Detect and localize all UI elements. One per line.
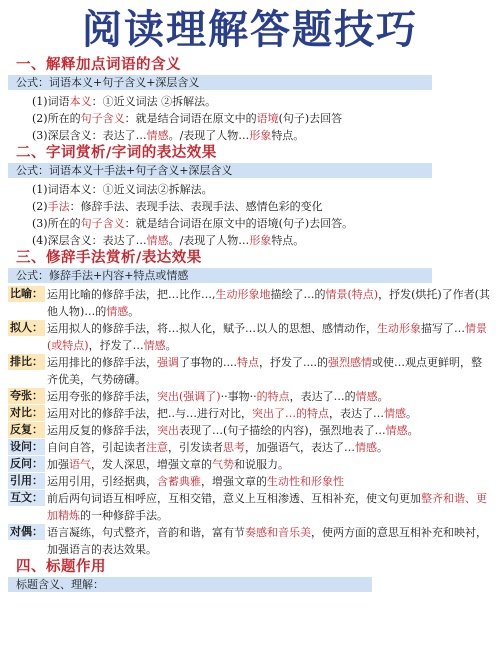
list-item	[8, 232, 492, 249]
body-text: ，表达了…的	[289, 390, 356, 403]
highlight-text: 情感	[146, 234, 169, 247]
rhetoric-row	[8, 388, 492, 405]
rhetoric-text	[47, 354, 492, 388]
highlight-text: 形象	[249, 234, 272, 247]
item-text: 特点。	[271, 234, 305, 247]
body-text: 运用引用，引经据典，	[47, 475, 157, 488]
rhetoric-text	[47, 320, 492, 354]
body-text: 。	[377, 390, 389, 403]
body-text: 运用比喻的修辞手法，把…比作…,	[47, 288, 216, 301]
body-text: ，发人深思，增强文章的	[91, 458, 212, 471]
rhetoric-tag: 对比：	[10, 406, 43, 419]
list-item	[8, 181, 492, 198]
rhetoric-row	[8, 286, 492, 320]
highlight-text: 强调	[157, 356, 179, 369]
highlight-text: 语气	[69, 458, 91, 471]
body-text: ，使两方面的意思互相补充和映衬，加强语言的表达效果。	[47, 526, 487, 556]
highlight-text: 强烈感情	[328, 356, 372, 369]
rhetoric-row	[8, 405, 492, 422]
section-3	[8, 249, 492, 558]
highlight-text: 注意	[146, 441, 168, 454]
highlight-text: 情感	[355, 441, 377, 454]
item-text: ：①近义词法 ②拆解法。	[91, 95, 217, 108]
body-text: 。	[377, 441, 388, 454]
rhetoric-row	[8, 422, 492, 439]
rhetoric-tag: 夸张：	[10, 389, 43, 402]
section-formula-2: 公式：词语本义十手法+句子含义+深层含义	[8, 163, 432, 178]
highlight-text: 生动性和形象性	[267, 475, 344, 488]
highlight-text: 情感	[385, 424, 408, 437]
highlight-text: 生动形象地	[215, 288, 271, 301]
item-text: 。/表现了人物…	[168, 129, 250, 142]
rhetoric-tag: 排比：	[10, 355, 43, 368]
highlight-text: 情景(或特点)	[47, 322, 487, 352]
highlight-text: 突出	[157, 424, 179, 437]
section-2	[8, 144, 492, 249]
list-item	[8, 127, 492, 144]
page-title: 阅读理解答题技巧	[82, 7, 418, 53]
rhetoric-text	[47, 422, 492, 439]
rhetoric-row	[8, 439, 492, 456]
rhetoric-text	[47, 388, 492, 405]
rhetoric-row	[8, 354, 492, 388]
highlight-text: 手法	[47, 200, 70, 213]
rhetoric-text	[47, 405, 492, 422]
rhetoric-tag: 互文：	[10, 491, 43, 504]
rhetoric-tag: 拟人：	[10, 321, 43, 334]
highlight-text: 思考	[223, 441, 245, 454]
highlight-text: 情感	[355, 390, 378, 403]
body-text: 或使…观点更鲜明，整齐优美，气势磅礴。	[47, 356, 482, 386]
item-text: ：修辞手法、表现手法、表现手法、感情色彩的变化	[69, 200, 323, 213]
highlight-text: 情景(特点)	[325, 288, 379, 301]
section-formula-3: 公式：修辞手法+内容+特点或情感	[8, 268, 432, 283]
item-text: (1)词语本义：①近义词法②拆解法。	[32, 183, 213, 196]
body-text: 。	[407, 424, 419, 437]
rhetoric-text	[47, 286, 492, 320]
body-text: 前后两句词语互相呼应，互相交错，意义上互相渗透、互相补充，使文句更加	[47, 492, 421, 505]
highlight-text: 含蓄典雅	[157, 475, 201, 488]
section-heading-2: 二、字词赏析/字词的表达效果	[16, 145, 217, 161]
rhetoric-list	[8, 286, 492, 558]
rhetoric-tag: 对偶：	[10, 525, 43, 538]
highlight-text: 整齐和谐、更加精炼	[47, 492, 487, 522]
body-text: 。	[406, 407, 417, 420]
highlight-text: 形象	[249, 129, 272, 142]
body-text: 运用对比的修辞手法，把..与…进行对比，	[47, 407, 252, 420]
rhetoric-tag: 比喻：	[10, 287, 43, 300]
item-text: 特点。	[271, 129, 305, 142]
body-text: ··事物··	[220, 390, 257, 403]
body-text: 。	[165, 339, 177, 352]
body-text: ，抒发了…	[88, 339, 144, 352]
highlight-text: 特点	[237, 356, 259, 369]
list-item	[8, 215, 492, 232]
rhetoric-text	[47, 490, 492, 524]
body-text: 。	[128, 305, 140, 318]
highlight-text: 突出了…的特点	[252, 407, 329, 420]
body-text: ，加强语气，表达了…	[245, 441, 355, 454]
item-text: (4)深层含义：表达了…	[32, 234, 147, 247]
rhetoric-text	[47, 439, 492, 456]
section-formula-1: 公式：词语本义+句子含义+深层含义	[8, 75, 432, 90]
highlight-text: 句子含义	[80, 112, 125, 125]
section-formula-4: 标题含义、理解：	[8, 577, 372, 592]
list-item	[8, 93, 492, 110]
section-1	[8, 56, 492, 144]
body-text: 描绘了…的	[270, 288, 326, 301]
highlight-text: 情感	[384, 407, 406, 420]
section-heading-4: 四、标题作用	[16, 559, 106, 575]
rhetoric-tag: 引用：	[10, 474, 43, 487]
body-text: 自问自答，引起读者	[47, 441, 146, 454]
rhetoric-text	[47, 524, 492, 558]
rhetoric-text	[47, 456, 492, 473]
rhetoric-tag: 反复：	[10, 423, 43, 436]
rhetoric-row	[8, 490, 492, 524]
sections-1-2	[8, 56, 492, 249]
highlight-text: 情感	[143, 339, 166, 352]
item-text: (句子)去回答	[278, 112, 343, 125]
body-text: 运用拟人的修辞手法，将…拟人化，赋予…以人的思想、感情动作，	[47, 322, 377, 335]
body-text: 和说服力。	[234, 458, 289, 471]
rhetoric-row	[8, 473, 492, 490]
body-text: 运用排比的修辞手法，	[47, 356, 157, 369]
item-text: ：就是结合词语在原文中的语境(句子)去回答。	[124, 217, 354, 230]
rhetoric-tag: 反问：	[10, 457, 43, 470]
item-text: (3)深层含义：表达了…	[32, 129, 147, 142]
item-text: (1)词语	[32, 95, 70, 108]
item-text: (2)所在的	[32, 112, 81, 125]
body-text: 的一种修辞手法。	[80, 509, 168, 522]
body-text: ，表达了…	[329, 407, 384, 420]
highlight-text: 语境	[256, 112, 279, 125]
rhetoric-row	[8, 320, 492, 354]
body-text: 表现了…(句子描绘的内容)，强烈地表了…	[179, 424, 386, 437]
body-text: ，抒发了....的	[259, 356, 328, 369]
highlight-text: 情感	[146, 129, 169, 142]
body-text: ，抒发(烘托)了作者(其他人物)…的	[47, 288, 490, 318]
item-text: (3)所在的	[32, 217, 81, 230]
body-text: 运用反复的修辞手法，	[47, 424, 157, 437]
highlight-text: 生动形象	[377, 322, 421, 335]
item-text: 。/表现了人物…	[168, 234, 250, 247]
highlight-text: 气势	[212, 458, 234, 471]
list-item	[8, 110, 492, 127]
body-text: 运用夸张的修辞手法，	[47, 390, 157, 403]
body-text: 描写了…	[421, 322, 465, 335]
section-heading-1: 一、解释加点词语的含义	[16, 57, 181, 73]
item-text: (2)	[32, 200, 48, 213]
body-text: ，引发读者	[168, 441, 223, 454]
section-heading-3: 三、修辞手法赏析/表达效果	[16, 250, 202, 266]
highlight-text: 本义	[69, 95, 92, 108]
section-4	[8, 558, 492, 592]
highlight-text: 奏感和音乐美	[245, 526, 311, 539]
highlight-text: 的特点	[256, 390, 290, 403]
body-text: ，增强文章的	[201, 475, 267, 488]
highlight-text: 句子含义	[80, 217, 125, 230]
body-text: 语言凝练，句式整齐，音韵和谐，富有节	[47, 526, 245, 539]
highlight-text: 突出(强调了)	[157, 390, 221, 403]
item-text: ：就是结合词语在原文中的	[124, 112, 257, 125]
list-item	[8, 198, 492, 215]
rhetoric-row	[8, 524, 492, 558]
rhetoric-text	[47, 473, 492, 490]
rhetoric-row	[8, 456, 492, 473]
body-text: 了事物的....	[179, 356, 237, 369]
rhetoric-tag: 设问：	[10, 440, 43, 453]
body-text: 加强	[47, 458, 69, 471]
highlight-text: 情感	[106, 305, 129, 318]
